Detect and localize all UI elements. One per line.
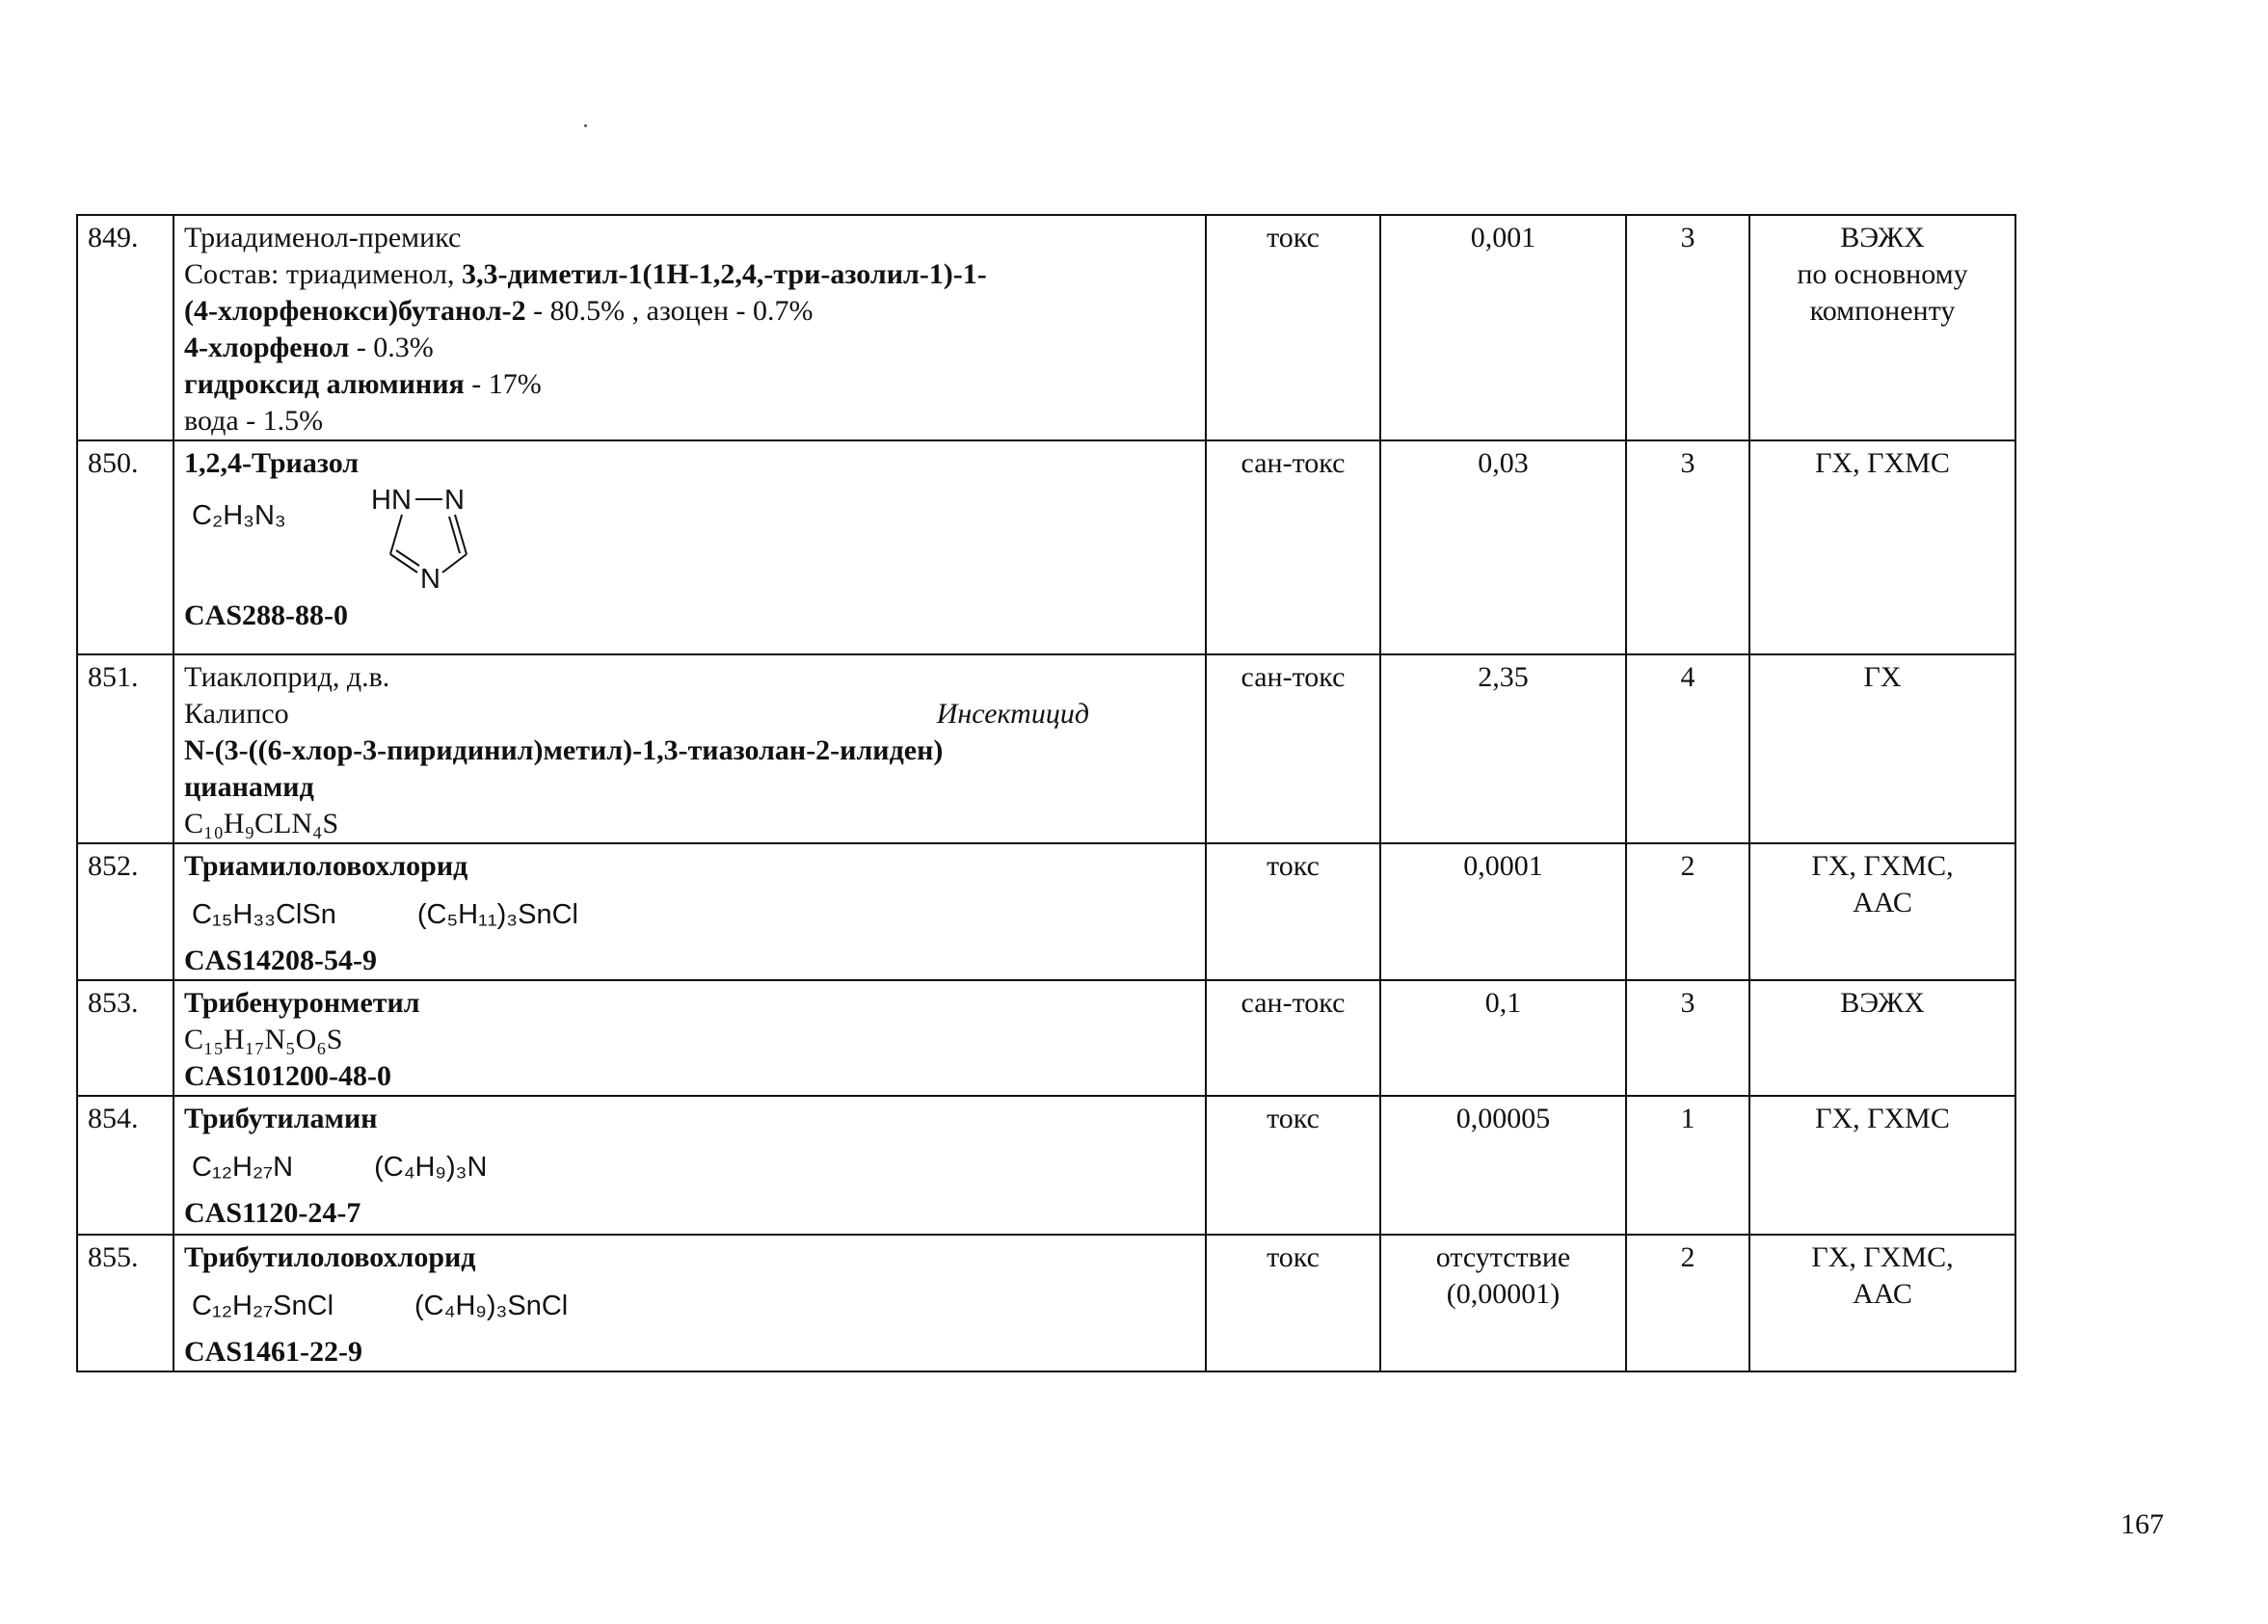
- bond: [396, 550, 419, 566]
- substances-table: [76, 214, 2016, 1372]
- row-number: 854.: [77, 1096, 173, 1235]
- molecular-formula: C₁₂H₂₇SnCl: [192, 1291, 334, 1321]
- cas-number: CAS101200-48-0: [184, 1060, 391, 1092]
- trade-name: Калипсо: [184, 698, 289, 730]
- table-row: [77, 843, 2015, 980]
- limit-value-cell: [1380, 1235, 1626, 1371]
- substance-name: Трибенуронметил: [184, 987, 420, 1019]
- table-row: [77, 1235, 2015, 1371]
- table-row: [77, 654, 2015, 843]
- structure-label-n: N: [443, 485, 465, 516]
- limit-value: 2,35: [1380, 654, 1626, 843]
- limit-value-note: (0,00001): [1446, 1278, 1561, 1310]
- page-number: 167: [2121, 1508, 2164, 1540]
- molecular-formula: C₁₅H₃₃ClSn: [192, 899, 336, 930]
- cas-number: CAS288-88-0: [184, 599, 348, 631]
- hazard-type: токс: [1206, 843, 1380, 980]
- limit-value: 0,0001: [1380, 843, 1626, 980]
- composition-line: вода - 1.5%: [184, 405, 324, 437]
- row-number: 849.: [77, 215, 173, 440]
- row-number: 850.: [77, 440, 173, 654]
- method: ААС: [1853, 887, 1912, 918]
- hazard-class: 2: [1626, 843, 1749, 980]
- method: ГХ: [1749, 654, 2015, 843]
- substance-cell: [173, 654, 1206, 843]
- limit-value: отсутствие: [1435, 1241, 1571, 1273]
- method-cell: [1749, 1235, 2015, 1371]
- formula-line: [184, 1149, 1195, 1185]
- method-cell: [1749, 215, 2015, 440]
- composition-line: [184, 366, 1195, 403]
- substance-cell: [173, 440, 1206, 654]
- formula-line: [184, 896, 1195, 933]
- scan-speck: [584, 124, 587, 127]
- structure-label-n: N: [419, 564, 440, 595]
- substance-cell: [173, 843, 1206, 980]
- cas-number: CAS1461-22-9: [184, 1336, 362, 1368]
- bond: [390, 554, 417, 572]
- hazard-class: 3: [1626, 440, 1749, 654]
- molecular-formula: C₂H₃N₃: [192, 500, 286, 531]
- table-row: [77, 440, 2015, 654]
- formula-structure-line: [184, 482, 1195, 598]
- cas-number: CAS14208-54-9: [184, 945, 377, 976]
- limit-value: 0,03: [1380, 440, 1626, 654]
- molecular-formula: C₁₅H₁₇N₅O₆S: [184, 1024, 343, 1055]
- substance-name: Тиаклоприд, д.в.: [184, 661, 390, 693]
- composition-chem: гидроксид алюминия: [184, 368, 465, 400]
- trade-line: [184, 696, 1195, 732]
- substance-cell: [173, 980, 1206, 1096]
- hazard-class: 3: [1626, 215, 1749, 440]
- molecular-formula: C₁₀H₉CLN₄S: [184, 808, 339, 839]
- method: ААС: [1853, 1278, 1912, 1310]
- hazard-type: токс: [1206, 1235, 1380, 1371]
- structure-label-hn: HN: [370, 485, 412, 516]
- substance-name: 1,2,4-Триазол: [184, 447, 360, 479]
- hazard-type: сан-токс: [1206, 654, 1380, 843]
- method: ВЭЖХ: [1840, 222, 1925, 253]
- table-row: [77, 1096, 2015, 1235]
- triazole-structure: [367, 482, 512, 598]
- substance-cell: [173, 1235, 1206, 1371]
- composition-chem: 4-хлорфенол: [184, 332, 350, 363]
- composition-tail: - 0.3%: [349, 332, 434, 363]
- composition-prefix: Состав: триадименол,: [184, 258, 462, 290]
- hazard-class: 3: [1626, 980, 1749, 1096]
- method: ГХ, ГХМС: [1749, 1096, 2015, 1235]
- method: ГХ, ГХМС,: [1811, 1241, 1954, 1273]
- method: ГХ, ГХМС: [1749, 440, 2015, 654]
- method-note: по основному: [1797, 258, 1968, 290]
- method: ВЭЖХ: [1749, 980, 2015, 1096]
- bond: [442, 554, 467, 572]
- hazard-type: сан-токс: [1206, 980, 1380, 1096]
- structural-formula: (C₄H₉)₃SnCl: [414, 1291, 569, 1321]
- row-number: 852.: [77, 843, 173, 980]
- table-row: [77, 980, 2015, 1096]
- cas-number: CAS1120-24-7: [184, 1197, 361, 1229]
- molecular-formula: C₁₂H₂₇N: [192, 1152, 294, 1183]
- hazard-type: токс: [1206, 215, 1380, 440]
- substance-cell: [173, 215, 1206, 440]
- method-note: компоненту: [1809, 295, 1956, 327]
- composition-line: [184, 256, 1195, 293]
- hazard-type: сан-токс: [1206, 440, 1380, 654]
- hazard-type: токс: [1206, 1096, 1380, 1235]
- structural-formula: (C₅H₁₁)₃SnCl: [416, 899, 578, 930]
- limit-value: 0,001: [1380, 215, 1626, 440]
- table-row: [77, 215, 2015, 440]
- bond: [449, 517, 460, 553]
- method: ГХ, ГХМС,: [1811, 850, 1954, 882]
- formula-line: [184, 1288, 1195, 1324]
- composition-tail: - 80.5% , азоцен - 0.7%: [525, 295, 814, 327]
- composition-line: [184, 330, 1195, 366]
- composition-chem: (4-хлорфенокси)бутанол-2: [184, 295, 526, 327]
- limit-value: 0,1: [1380, 980, 1626, 1096]
- structural-formula: (C₄H₉)₃N: [374, 1152, 488, 1183]
- chemical-name: N-(3-((6-хлор-3-пиридинил)метил)-1,3-тиазолан-2-илиден): [184, 734, 944, 766]
- substance-cell: [173, 1096, 1206, 1235]
- substance-name: Трибутиламин: [184, 1103, 378, 1134]
- substance-name: Триамилоловохлорид: [184, 850, 468, 882]
- substance-name: Трибутилоловохлорид: [184, 1241, 476, 1273]
- row-number: 855.: [77, 1235, 173, 1371]
- usage-type: Инсектицид: [936, 698, 1089, 730]
- substance-name: Триадименол-премикс: [184, 222, 462, 253]
- row-number: 851.: [77, 654, 173, 843]
- hazard-class: 2: [1626, 1235, 1749, 1371]
- composition-tail: - 17%: [464, 368, 542, 400]
- bond: [390, 515, 402, 554]
- composition-line: [184, 293, 1195, 330]
- bond: [455, 515, 467, 554]
- chemical-name: цианамид: [184, 771, 314, 803]
- limit-value: 0,00005: [1380, 1096, 1626, 1235]
- hazard-class: 4: [1626, 654, 1749, 843]
- row-number: 853.: [77, 980, 173, 1096]
- hazard-class: 1: [1626, 1096, 1749, 1235]
- composition-chem: 3,3-диметил-1(1Н-1,2,4,-три-азолил-1)-1-: [461, 258, 987, 290]
- method-cell: [1749, 843, 2015, 980]
